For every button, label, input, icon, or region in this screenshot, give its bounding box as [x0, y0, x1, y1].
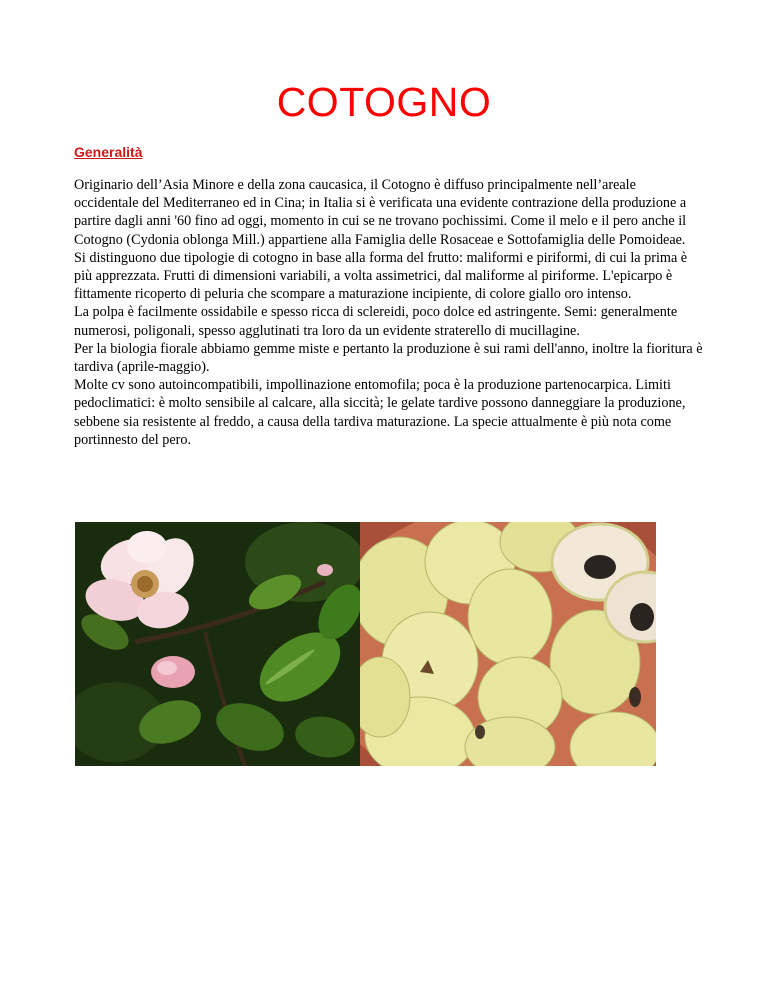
- paragraph: Si distinguono due tipologie di cotogno in base alla forma del frutto: maliformi e piriformi, di cui la prima è più apprezzata. Frutti di dimensioni variabili, a volta assimetrici, dal maliforme al piriforme. L'epicarpo è fittamente ricoperto di peluria che scompare a maturazione incipiente, di colore giallo oro intenso.: [74, 249, 688, 303]
- quince-fruits-photo: [360, 522, 656, 766]
- quince-blossom-photo: [75, 522, 360, 766]
- paragraph: Originario dell’Asia Minore e della zona caucasica, il Cotogno è diffuso principalmente nell’areale occidentale del Mediterraneo ed in Cina; in Italia si è verificata una evidente contrazione della produzione a partire dagli anni '60 fino ad oggi, momento in cui se ne trovano pochissimi. Come il melo e il pero anche il Cotogno (Cydonia oblonga Mill.) appartiene alla Famiglia delle Rosaceae e Sottofamiglia delle Pomoideae.: [74, 177, 687, 248]
- section-heading: Generalità: [74, 144, 143, 160]
- page-title: COTOGNO: [276, 79, 492, 125]
- paragraph: Per la biologia fiorale abbiamo gemme miste e pertanto la produzione è sui rami dell'anno, inoltre la fioritura è tardiva (aprile-maggio).: [74, 340, 703, 376]
- paragraph: La polpa è facilmente ossidabile e spesso ricca di sclereidi, poco dolce ed astringente. Semi: generalmente numerosi, poligonali, spesso agglutinati tra loro da un evidente straterello di mucillagine.: [74, 304, 678, 339]
- body-text: [74, 176, 704, 449]
- paragraph: Molte cv sono autoincompatibili, impollinazione entomofila; poca è la produzione partenocarpica. Limiti pedoclimatici: è molto sensibile al calcare, alla siccità; le gelate tardive possono danneggiare la produzione, sebbene sia resistente al freddo, a causa della tardiva maturazione. La specie attualmente è più nota come portinnesto del pero.: [74, 377, 686, 448]
